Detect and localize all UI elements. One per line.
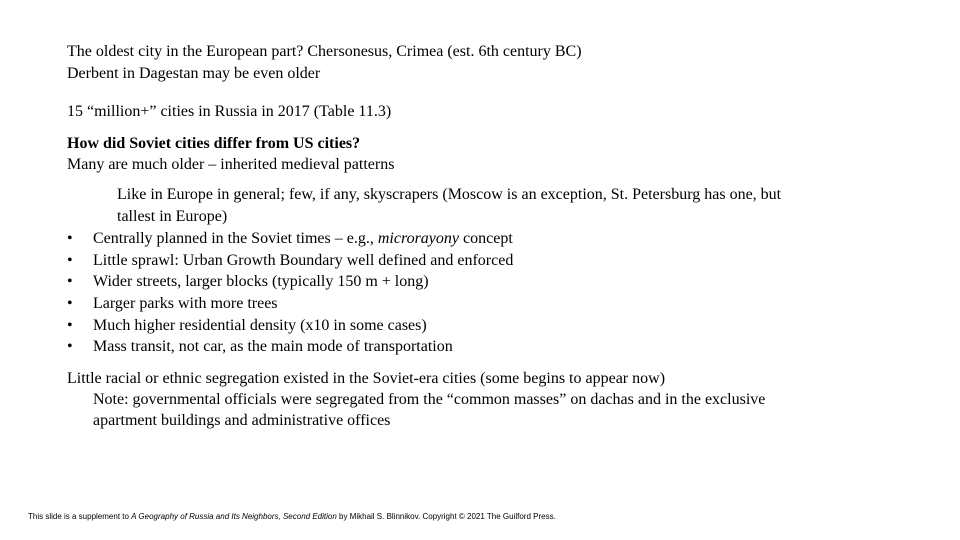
intro-line-derbent: Derbent in Dagestan may be even older <box>67 65 321 82</box>
bullet-text: concept <box>459 230 513 247</box>
question-heading: How did Soviet cities differ from US cities? <box>67 135 361 152</box>
bullet-marker: • <box>67 273 73 290</box>
europe-note-line2: tallest in Europe) <box>117 208 228 225</box>
intro-line-million-cities: 15 “million+” cities in Russia in 2017 (Table 11.3) <box>67 103 392 120</box>
question-subheading: Many are much older – inherited medieval patterns <box>67 156 395 173</box>
bullet-larger-parks: Larger parks with more trees <box>93 295 278 312</box>
bullet-density: Much higher residential density (x10 in some cases) <box>93 317 427 334</box>
bullet-centrally-planned <box>93 228 513 249</box>
bullet-wider-streets: Wider streets, larger blocks (typically 150 m + long) <box>93 273 429 290</box>
footer-text: by Mikhail S. Blinnikov. Copyright © 2021 The Guilford Press. <box>336 512 556 521</box>
bullet-marker: • <box>67 338 73 355</box>
bullet-little-sprawl: Little sprawl: Urban Growth Boundary well defined and enforced <box>93 252 514 269</box>
bullet-marker: • <box>67 317 73 334</box>
intro-line-oldest-city: The oldest city in the European part? Chersonesus, Crimea (est. 6th century BC) <box>67 43 582 60</box>
europe-note-line1: Like in Europe in general; few, if any, skyscrapers (Moscow is an exception, St. Petersburg has one, but <box>117 186 782 203</box>
copyright-footer <box>28 512 556 521</box>
segregation-note-line2: apartment buildings and administrative offices <box>93 412 391 429</box>
footer-book-title: A Geography of Russia and Its Neighbors, Second Edition <box>131 512 337 521</box>
footer-text: This slide is a supplement to <box>28 512 132 521</box>
bullet-italic-term: microrayony <box>377 230 460 247</box>
bullet-marker: • <box>67 230 73 247</box>
bullet-marker: • <box>67 252 73 269</box>
bullet-text: Centrally planned in the Soviet times – e.g., <box>93 230 378 247</box>
segregation-line: Little racial or ethnic segregation existed in the Soviet-era cities (some begins to appear now) <box>67 370 666 387</box>
bullet-mass-transit: Mass transit, not car, as the main mode of transportation <box>93 338 453 355</box>
bullet-marker: • <box>67 295 73 312</box>
segregation-note-line1: Note: governmental officials were segregated from the “common masses” on dachas and in the exclusive <box>93 391 766 408</box>
